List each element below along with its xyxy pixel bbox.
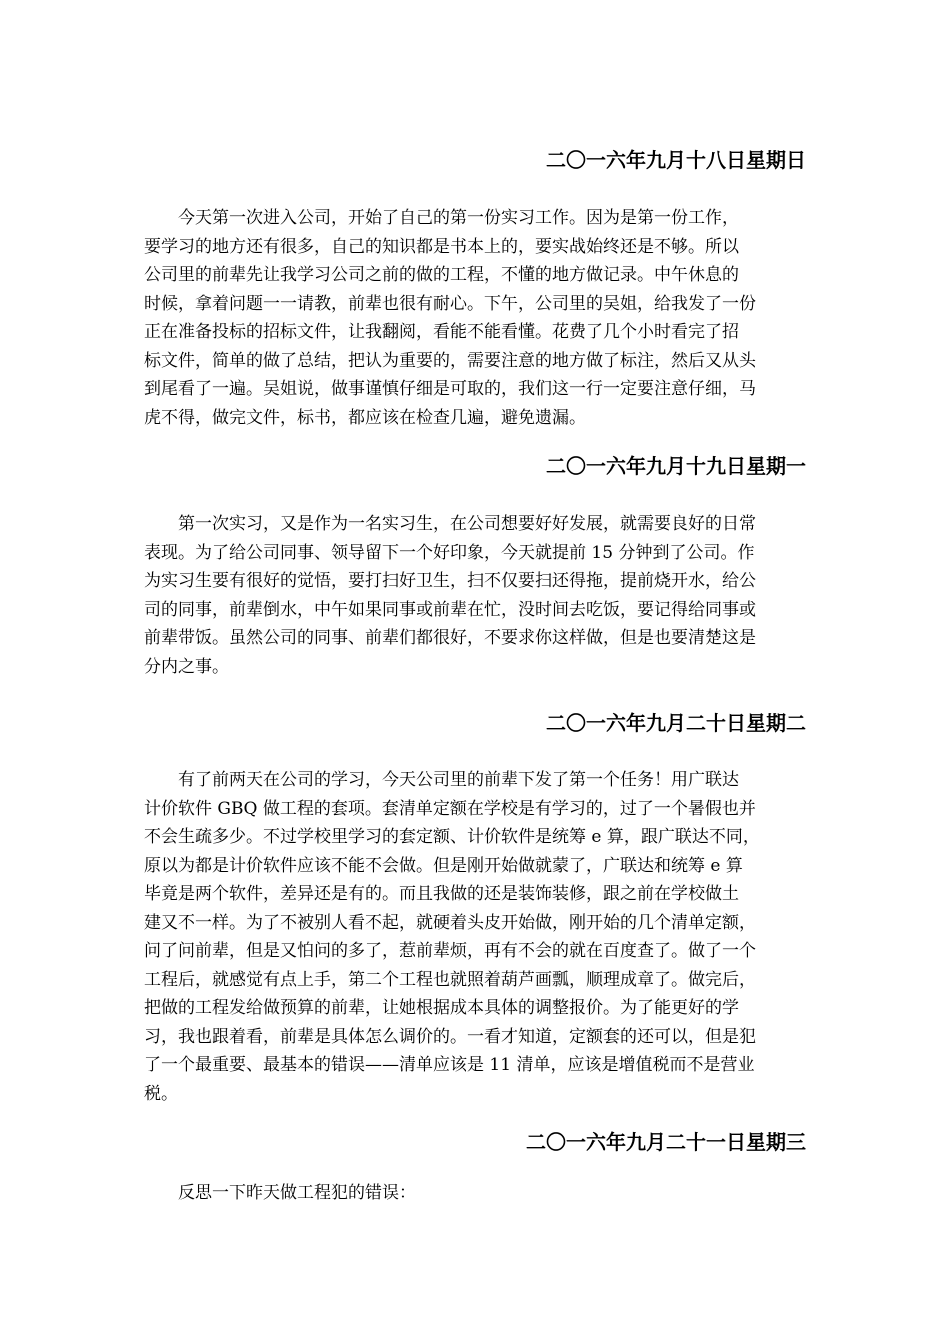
body-line: 毕竟是两个软件，差异还是有的。而且我做的还是装饰装修，跟之前在学校做土	[144, 884, 739, 904]
body-line: 税。	[144, 1083, 178, 1104]
entry-body	[144, 766, 806, 1108]
body-line: 公司里的前辈先让我学习公司之前的做的工程，不懂的地方做记录。中午休息的	[144, 265, 739, 285]
entry-body	[144, 1179, 806, 1208]
body-line: 工程后，就感觉有点上手，第二个工程也就照着葫芦画瓢，顺理成章了。做完后，	[144, 969, 756, 990]
body-line: 有了前两天在公司的学习，今天公司里的前辈下发了第一个任务！用广联达	[178, 770, 739, 790]
body-line: 计价软件 GBQ 做工程的套项。套清单定额在学校是有学习的，过了一个暑假也并	[144, 798, 756, 819]
body-line: 今天第一次进入公司，开始了自己的第一份实习工作。因为是第一份工作，	[178, 208, 739, 228]
body-line: 虎不得，做完文件，标书，都应该在检查几遍，避免遗漏。	[144, 407, 586, 428]
body-line: 建又不一样。为了不被别人看不起，就硬着头皮开始做，刚开始的几个清单定额，	[144, 912, 756, 933]
body-line: 了一个最重要、最基本的错误——清单应该是 11 清单，应该是增值税而不是营业	[144, 1055, 755, 1075]
body-line: 标文件，简单的做了总结，把认为重要的，需要注意的地方做了标注，然后又从头	[144, 350, 756, 371]
body-line: 时候，拿着问题一一请教，前辈也很有耐心。下午，公司里的吴姐，给我发了一份	[144, 293, 756, 314]
body-line: 分内之事。	[144, 656, 229, 677]
body-line: 原以为都是计价软件应该不能不会做。但是刚开始做就蒙了，广联达和统筹 e 算	[144, 855, 743, 876]
body-line: 前辈带饭。虽然公司的同事、前辈们都很好，不要求你这样做，但是也要清楚这是	[144, 628, 756, 648]
body-line: 为实习生要有很好的觉悟，要打扫好卫生，扫不仅要扫还得拖，提前烧开水，给公	[144, 571, 756, 591]
entry-date-heading: 二〇一六年九月二十日星期二	[546, 711, 806, 735]
body-line: 问了问前辈，但是又怕问的多了，惹前辈烦，再有不会的就在百度查了。做了一个	[144, 941, 756, 961]
body-line: 正在准备投标的招标文件，让我翻阅，看能不能看懂。花费了几个小时看完了招	[144, 322, 739, 342]
entry-date-heading: 二〇一六年九月十八日星期日	[546, 148, 806, 172]
body-line: 反思一下昨天做工程犯的错误：	[178, 1183, 416, 1203]
entry-date-heading: 二〇一六年九月二十一日星期三	[526, 1130, 806, 1154]
entry-body	[144, 204, 806, 432]
body-line: 到尾看了一遍。吴姐说，做事谨慎仔细是可取的，我们这一行一定要注意仔细，马	[144, 379, 756, 399]
body-line: 习，我也跟着看，前辈是具体怎么调价的。一看才知道，定额套的还可以，但是犯	[144, 1026, 756, 1047]
body-line: 第一次实习，又是作为一名实习生，在公司想要好好发展，就需要良好的日常	[178, 514, 756, 534]
body-line: 把做的工程发给做预算的前辈，让她根据成本具体的调整报价。为了能更好的学	[144, 998, 739, 1018]
entry-date-heading: 二〇一六年九月十九日星期一	[546, 454, 806, 478]
body-line: 司的同事，前辈倒水，中午如果同事或前辈在忙，没时间去吃饭，要记得给同事或	[144, 599, 756, 620]
body-line: 表现。为了给公司同事、领导留下一个好印象，今天就提前 15 分钟到了公司。作	[144, 542, 755, 563]
body-line: 要学习的地方还有很多，自己的知识都是书本上的，要实战始终还是不够。所以	[144, 236, 739, 257]
entry-body	[144, 510, 806, 681]
body-line: 不会生疏多少。不过学校里学习的套定额、计价软件是统筹 e 算，跟广联达不同，	[144, 827, 760, 847]
